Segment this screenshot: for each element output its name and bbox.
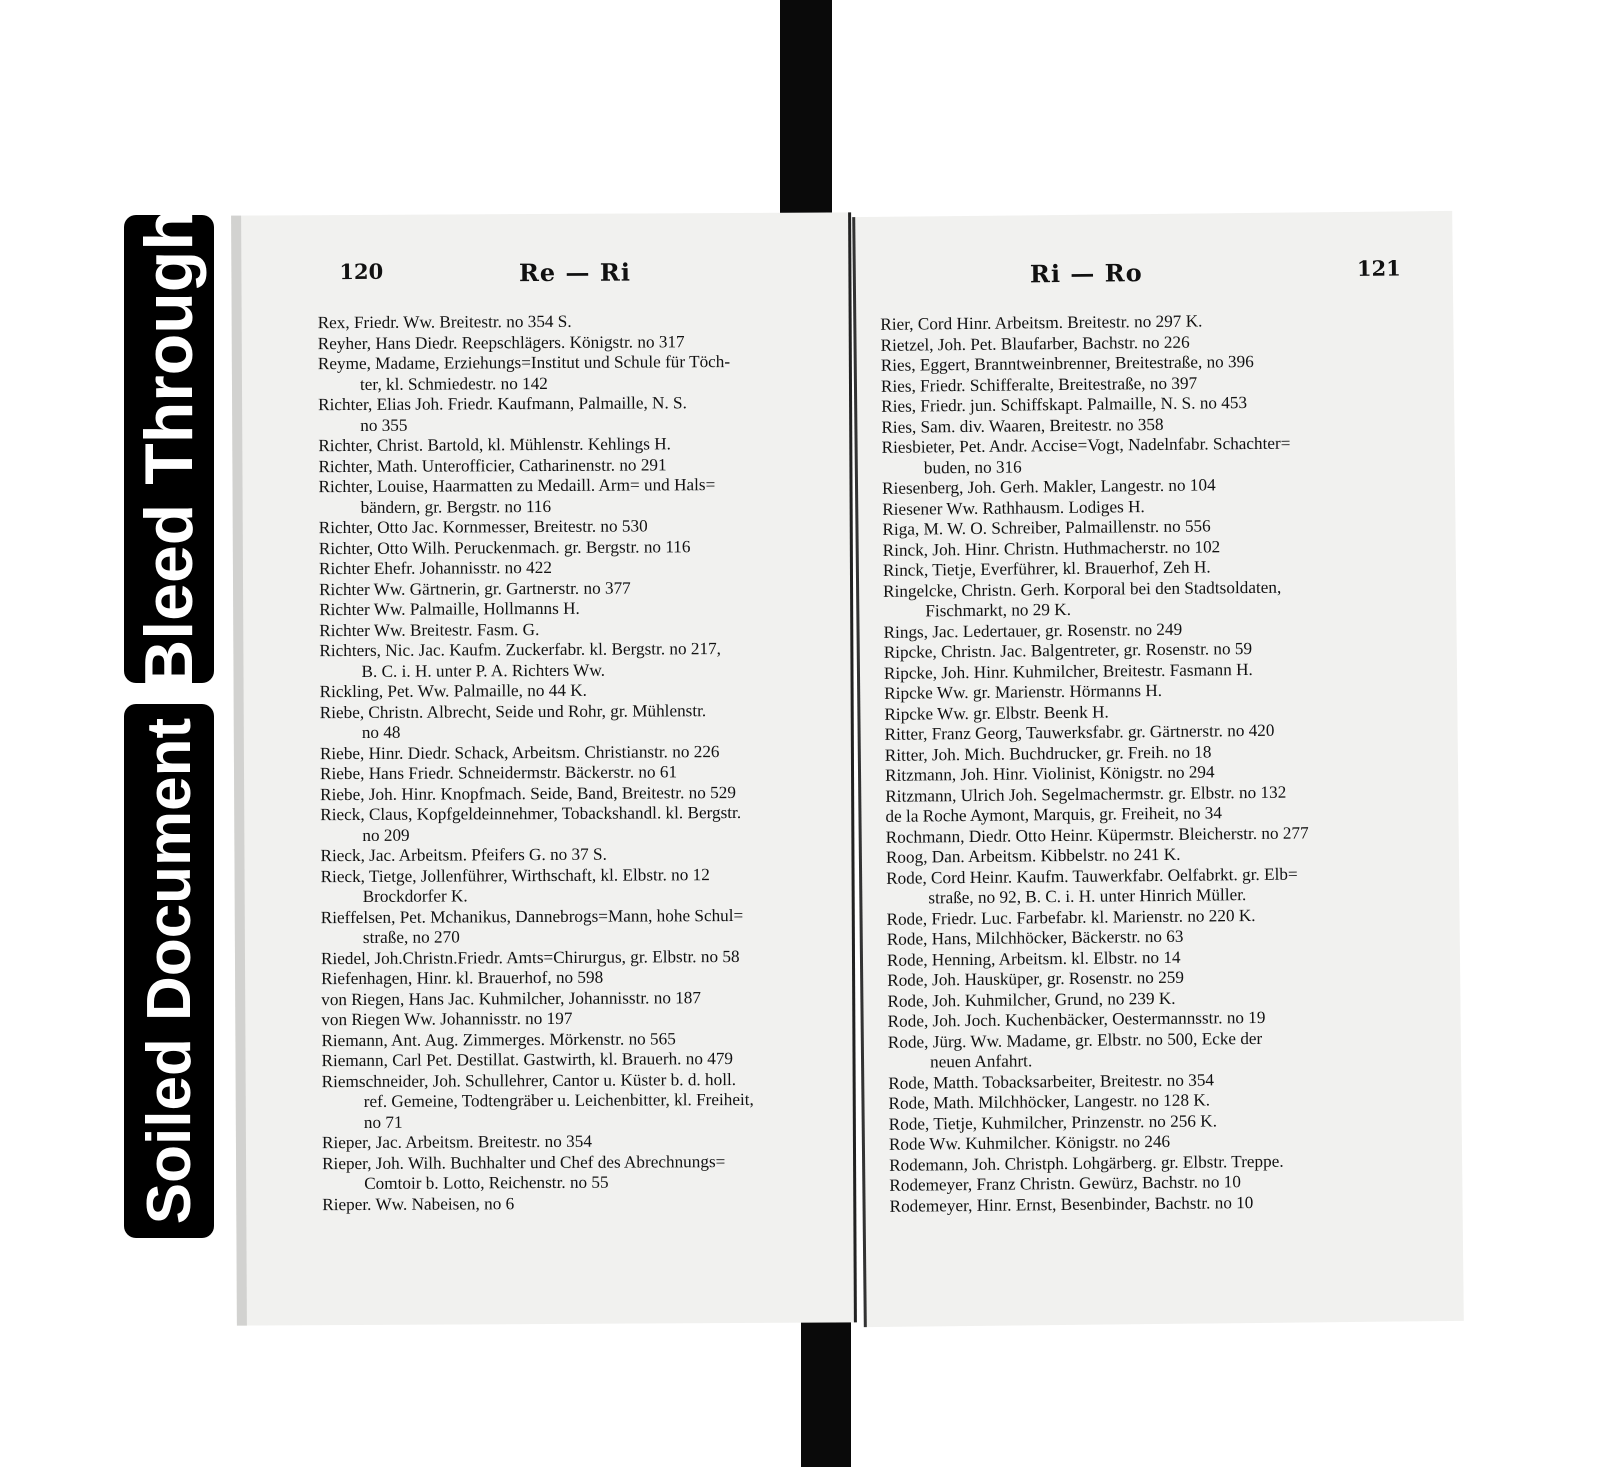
directory-entry <box>321 925 836 948</box>
entry-text: Rings, Jac. Ledertauer, gr. Rosenstr. no 249 <box>883 619 1183 642</box>
entry-text: Rieck, Claus, Kopfgeldeinnehmer, Tobackshandl. kl. Bergstr. <box>320 802 742 825</box>
entry-text: Rode Ww. Kuhmilcher. Königstr. no 246 <box>888 1131 1171 1154</box>
entry-text: Richter, Christ. Bartold, kl. Mühlenstr. Kehlings H. <box>318 434 671 456</box>
right-page-heading: Ri — Ro <box>1029 258 1143 289</box>
entry-text: Rickling, Pet. Ww. Palmaille, no 44 K. <box>319 680 587 702</box>
directory-entry <box>318 392 833 415</box>
entry-text: Rode, Henning, Arbeitsm. kl. Elbstr. no 14 <box>886 947 1181 970</box>
directory-entry <box>318 413 833 436</box>
entry-text: Ritzmann, Ulrich Joh. Segelmachermstr. gr. Elbstr. no 132 <box>885 782 1287 806</box>
right-page <box>852 211 1464 1327</box>
entry-text: Rodemeyer, Franz Christn. Gewürz, Bachstr. no 10 <box>889 1172 1242 1195</box>
entry-text: Richter Ww. Breitestr. Fasm. G. <box>319 619 540 640</box>
entry-text: Richter, Louise, Haarmatten zu Medaill. Arm= und Hals= <box>318 475 716 497</box>
entry-text: B. C. i. H. unter P. A. Richters Ww. <box>361 660 606 681</box>
directory-entry <box>318 433 833 456</box>
directory-entry <box>322 1110 837 1133</box>
right-page-header <box>880 255 1401 295</box>
entry-text: Ripcke Ww. gr. Elbstr. Beenk H. <box>884 702 1109 724</box>
entry-text: von Riegen, Hans Jac. Kuhmilcher, Johannisstr. no 187 <box>321 987 702 1009</box>
left-page-heading: Re — Ri <box>518 257 631 288</box>
entry-text: Riesbieter, Pet. Andr. Accise=Vogt, Nadelnfabr. Schachter= <box>881 433 1291 457</box>
entry-text: Rode, Joh. Kuhmilcher, Grund, no 239 K. <box>887 988 1176 1011</box>
entry-text: Ries, Friedr. jun. Schiffskapt. Palmaille, N. S. no 453 <box>881 393 1248 416</box>
entry-text: Riesener Ww. Rathhausm. Lodiges H. <box>882 496 1145 519</box>
entry-text: Rode, Joh. Joch. Kuchenbäcker, Oestermannsstr. no 19 <box>887 1007 1266 1031</box>
entry-text: straße, no 92, B. C. i. H. unter Hinrich Müller. <box>928 885 1247 908</box>
entry-text: Riedel, Joh.Christn.Friedr. Amts=Chirurgus, gr. Elbstr. no 58 <box>320 946 740 968</box>
entry-text: Ritzmann, Joh. Hinr. Violinist, Königstr. no 294 <box>884 762 1215 785</box>
entry-text: no 355 <box>360 415 408 435</box>
entry-text: Rieck, Tietge, Jollenführer, Wirthschaft, kl. Elbstr. no 12 <box>320 864 710 886</box>
right-page-number: 121 <box>1356 255 1401 281</box>
directory-entry <box>318 474 833 497</box>
entry-text: neuen Anfahrt. <box>929 1051 1033 1072</box>
entry-text: Rode, Math. Milchhöcker, Langestr. no 128 K. <box>888 1090 1211 1113</box>
directory-entry <box>889 1191 1382 1217</box>
left-entry-list <box>318 310 838 1215</box>
entry-text: Rier, Cord Hinr. Arbeitsm. Breitestr. no 297 K. <box>880 311 1203 334</box>
entry-text: Ritter, Franz Georg, Tauwerksfabr. gr. Gärtnerstr. no 420 <box>884 720 1275 744</box>
entry-text: Fischmarkt, no 29 K. <box>925 599 1072 621</box>
entry-text: Rode, Joh. Hausküper, gr. Rosenstr. no 259 <box>887 967 1185 990</box>
entry-text: Rieper, Jac. Arbeitsm. Breitestr. no 354 <box>321 1131 592 1153</box>
entry-text: no 71 <box>363 1112 403 1132</box>
directory-entry <box>321 905 836 928</box>
directory-entry <box>319 577 834 600</box>
directory-entry <box>318 351 833 374</box>
entry-text: no 48 <box>361 722 401 742</box>
entry-text: no 209 <box>362 825 410 845</box>
entry-text: Rode, Friedr. Luc. Farbefabr. kl. Marienstr. no 220 K. <box>886 905 1256 929</box>
directory-entry <box>322 1069 837 1092</box>
left-page <box>231 212 857 1325</box>
entry-text: Reyher, Hans Diedr. Reepschlägers. Königstr. no 317 <box>317 331 685 353</box>
entry-text: Roog, Dan. Arbeitsm. Kibbelstr. no 241 K. <box>885 844 1181 867</box>
entry-text: Rieper, Joh. Wilh. Buchhalter und Chef des Abrechnungs= <box>322 1151 726 1173</box>
entry-text: Riga, M. W. O. Schreiber, Palmaillenstr. no 556 <box>882 516 1211 539</box>
directory-entry <box>321 987 836 1010</box>
entry-text: Comtoir b. Lotto, Reichenstr. no 55 <box>364 1172 609 1193</box>
directory-entry <box>321 864 836 887</box>
entry-text: ref. Gemeine, Todtengräber u. Leichenbitter, kl. Freiheit, <box>363 1089 754 1111</box>
entry-text: Rieffelsen, Pet. Mchanikus, Dannebrogs=Mann, hohe Schul= <box>320 905 744 927</box>
right-entry-list <box>880 310 1382 1217</box>
directory-entry <box>321 1007 836 1030</box>
entry-text: Rinck, Joh. Hinr. Christn. Huthmacherstr. no 102 <box>882 536 1221 560</box>
entry-text: Ripcke Ww. gr. Marienstr. Hörmanns H. <box>884 680 1163 703</box>
entry-text: Rieck, Jac. Arbeitsm. Pfeifers G. no 37 S. <box>320 844 607 866</box>
directory-entry <box>321 1048 836 1071</box>
entry-text: Richter Ehefr. Johannisstr. no 422 <box>318 557 552 579</box>
entry-text: Rode, Tietje, Kuhmilcher, Prinzenstr. no 256 K. <box>888 1110 1218 1134</box>
entry-text: Riemschneider, Joh. Schullehrer, Cantor u. Küster b. d. holl. <box>321 1069 737 1091</box>
binder-clip-top <box>780 0 832 218</box>
entry-text: Rode, Hans, Milchhöcker, Bäckerstr. no 63 <box>886 926 1184 949</box>
bleed-through-label: Bleed Through <box>124 215 214 683</box>
directory-entry <box>319 597 834 620</box>
entry-text: straße, no 270 <box>362 927 460 947</box>
entry-text: Ries, Friedr. Schifferalte, Breitestraße, no 397 <box>880 373 1198 396</box>
entry-text: von Riegen Ww. Johannisstr. no 197 <box>321 1008 573 1030</box>
entry-text: Richter, Otto Wilh. Peruckenmach. gr. Bergstr. no 116 <box>318 536 691 558</box>
directory-entry <box>319 618 834 641</box>
directory-entry <box>320 679 835 702</box>
directory-entry <box>320 720 835 743</box>
entry-text: Rex, Friedr. Ww. Breitestr. no 354 S. <box>317 311 572 333</box>
entry-text: Riebe, Hans Friedr. Schneidermstr. Bäckerstr. no 61 <box>319 762 678 784</box>
directory-entry <box>322 1089 837 1112</box>
directory-entry <box>321 1028 836 1051</box>
directory-entry <box>318 454 833 477</box>
entry-text: Ringelcke, Christn. Gerh. Korporal bei den Stadtsoldaten, <box>883 577 1282 601</box>
entry-text: Ries, Sam. div. Waaren, Breitestr. no 358 <box>881 414 1164 437</box>
directory-entry <box>322 1192 837 1215</box>
entry-text: Richter, Otto Jac. Kornmesser, Breitestr. no 530 <box>318 516 648 538</box>
entry-text: Brockdorfer K. <box>362 886 468 906</box>
directory-entry <box>320 802 835 825</box>
left-page-header <box>317 256 832 293</box>
entry-text: Richter, Elias Joh. Friedr. Kaufmann, Palmaille, N. S. <box>318 393 687 415</box>
directory-entry <box>321 884 836 907</box>
entry-text: Riebe, Joh. Hinr. Knopfmach. Seide, Band, Breitestr. no 529 <box>320 782 736 804</box>
directory-entry <box>320 782 835 805</box>
entry-text: ter, kl. Schmiedestr. no 142 <box>359 373 548 394</box>
directory-entry <box>320 761 835 784</box>
directory-entry <box>322 1171 837 1194</box>
entry-text: Riesenberg, Joh. Gerh. Makler, Langestr. no 104 <box>881 475 1216 498</box>
directory-entry <box>320 843 835 866</box>
directory-entry <box>318 310 833 333</box>
soiled-document-label: Soiled Document <box>124 704 214 1238</box>
entry-text: Rinck, Tietje, Everführer, kl. Brauerhof, Zeh H. <box>882 557 1211 580</box>
directory-entry <box>318 331 833 354</box>
directory-entry <box>319 556 834 579</box>
entry-text: Richters, Nic. Jac. Kaufm. Zuckerfabr. kl. Bergstr. no 217, <box>319 639 722 661</box>
directory-entry <box>320 823 835 846</box>
directory-entry <box>319 515 834 538</box>
entry-text: Rieper. Ww. Nabeisen, no 6 <box>322 1193 515 1214</box>
left-page-number: 120 <box>339 258 384 285</box>
entry-text: Richter, Math. Unterofficier, Catharinenstr. no 291 <box>318 454 667 476</box>
entry-text: buden, no 316 <box>923 456 1022 477</box>
directory-entry <box>322 1130 837 1153</box>
entry-text: Richter Ww. Palmaille, Hollmanns H. <box>319 598 580 620</box>
directory-entry <box>319 495 834 518</box>
entry-text: Rodemeyer, Hinr. Ernst, Besenbinder, Bachstr. no 10 <box>889 1192 1254 1216</box>
directory-entry <box>320 741 835 764</box>
entry-text: Riefenhagen, Hinr. kl. Brauerhof, no 598 <box>321 967 604 989</box>
entry-text: Riebe, Christn. Albrecht, Seide und Rohr, gr. Mühlenstr. <box>319 700 707 722</box>
entry-text: Ripcke, Christn. Jac. Balgentreter, gr. Rosenstr. no 59 <box>883 639 1253 662</box>
directory-entry <box>322 1151 837 1174</box>
entry-text: Riemann, Ant. Aug. Zimmerges. Mörkenstr. no 565 <box>321 1028 676 1050</box>
entry-text: Riebe, Hinr. Diedr. Schack, Arbeitsm. Christianstr. no 226 <box>319 741 720 763</box>
binder-clip-bottom <box>801 1322 851 1467</box>
entry-text: Ries, Eggert, Branntweinbrenner, Breitestraße, no 396 <box>880 351 1254 375</box>
directory-entry <box>319 659 834 682</box>
entry-text: Rietzel, Joh. Pet. Blaufarber, Bachstr. no 226 <box>880 332 1190 355</box>
entry-text: Riemann, Carl Pet. Destillat. Gastwirth, kl. Brauerh. no 479 <box>321 1049 734 1071</box>
entry-text: Rochmann, Diedr. Otto Heinr. Küpermstr. Bleicherstr. no 277 <box>885 822 1309 847</box>
directory-entry <box>319 536 834 559</box>
entry-text: Ritter, Joh. Mich. Buchdrucker, gr. Freih. no 18 <box>884 741 1212 765</box>
entry-text: Rode, Jürg. Ww. Madame, gr. Elbstr. no 500, Ecke der <box>887 1028 1263 1052</box>
entry-text: Rode, Matth. Tobacksarbeiter, Breitestr. no 354 <box>888 1069 1215 1093</box>
directory-entry <box>320 700 835 723</box>
directory-entry <box>321 966 836 989</box>
directory-entry <box>318 372 833 395</box>
entry-text: Reyme, Madame, Erziehungs=Institut und Schule für Töch- <box>317 352 731 374</box>
entry-text: Rode, Cord Heinr. Kaufm. Tauwerkfabr. Oelfabrkt. gr. Elb= <box>886 864 1298 888</box>
directory-entry <box>321 946 836 969</box>
entry-text: bändern, gr. Bergstr. no 116 <box>360 496 552 517</box>
entry-text: Ripcke, Joh. Hinr. Kuhmilcher, Breitestr. Fasmann H. <box>883 659 1253 683</box>
entry-text: Rodemann, Joh. Christph. Lohgärberg. gr. Elbstr. Treppe. <box>889 1151 1284 1175</box>
directory-entry <box>319 638 834 661</box>
entry-text: Richter Ww. Gärtnerin, gr. Gartnerstr. no 377 <box>319 578 631 599</box>
entry-text: de la Roche Aymont, Marquis, gr. Freiheit, no 34 <box>885 803 1222 826</box>
